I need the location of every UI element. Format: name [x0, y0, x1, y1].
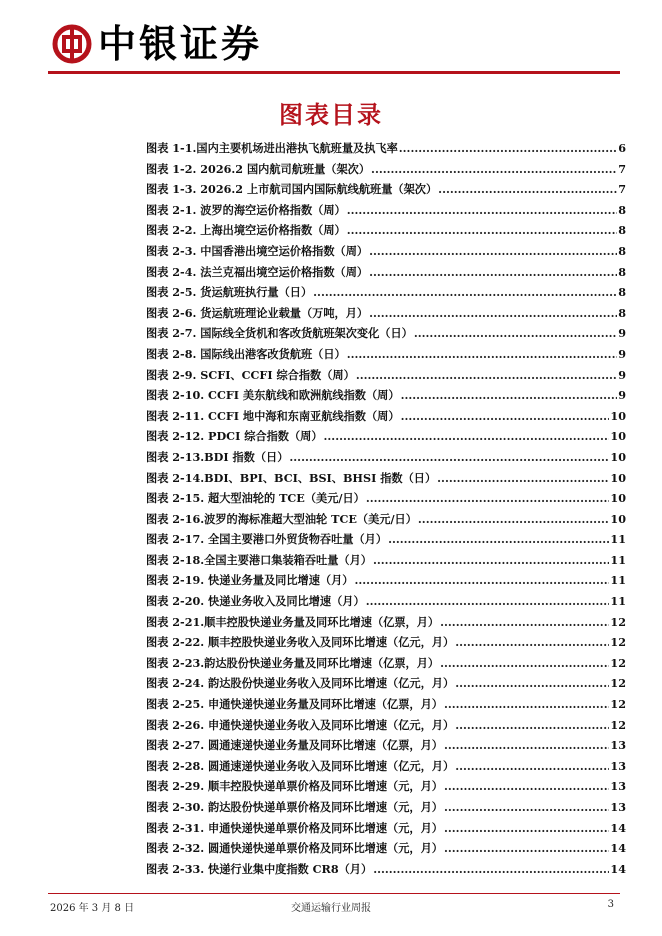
toc-entry-label[interactable]: 图表 2-21.顺丰控股快递业务量及同环比增速（亿票，月）: [146, 614, 440, 629]
toc-entry-page[interactable]: 14: [610, 820, 626, 835]
toc-entry[interactable]: [146, 159, 626, 180]
toc-entry-label[interactable]: 图表 2-22. 顺丰控股快递业务收入及同环比增速（亿元，月）: [146, 635, 455, 650]
toc-leader-dots: [418, 509, 610, 530]
toc-entry-label[interactable]: 图表 2-11. CCFI 地中海和东南亚航线指数（周）: [146, 408, 400, 423]
toc-entry-page[interactable]: 11: [610, 552, 626, 567]
toc-entry-page[interactable]: 9: [618, 346, 626, 361]
toc-entry-page[interactable]: 10: [610, 449, 626, 464]
toc-leader-dots: [440, 653, 609, 674]
toc-entry-label[interactable]: 图表 2-9. SCFI、CCFI 综合指数（周）: [146, 367, 355, 382]
toc-leader-dots: [444, 694, 609, 715]
toc-entry-label[interactable]: 图表 2-24. 韵达股份快递业务收入及同环比增速（亿元，月）: [146, 676, 455, 691]
toc-entry-page[interactable]: 8: [618, 305, 626, 320]
toc-entry-page[interactable]: 12: [610, 676, 626, 691]
toc-entry[interactable]: [146, 138, 626, 159]
toc-entry-page[interactable]: 13: [610, 779, 626, 794]
toc-entry[interactable]: [146, 303, 626, 324]
toc-entry[interactable]: [146, 509, 626, 530]
toc-entry-page[interactable]: 6: [618, 141, 626, 155]
toc-leader-dots: [347, 220, 617, 241]
toc-entry-label[interactable]: 图表 2-6. 货运航班理论业载量（万吨，月）: [146, 305, 369, 320]
toc-entry-page[interactable]: 8: [618, 202, 626, 217]
toc-entry[interactable]: [146, 406, 626, 427]
toc-leader-dots: [369, 303, 617, 324]
toc-entry-page[interactable]: 10: [610, 470, 626, 485]
toc-entry[interactable]: [146, 447, 626, 468]
toc-leader-dots: [373, 859, 609, 880]
toc-entry-label[interactable]: 图表 2-4. 法兰克福出境空运价格指数（周）: [146, 264, 369, 279]
toc-entry-label[interactable]: 图表 2-20. 快递业务收入及同比增速（月）: [146, 594, 365, 609]
page-header: [48, 18, 618, 70]
toc-leader-dots: [444, 797, 609, 818]
toc-entry[interactable]: [146, 550, 626, 571]
toc-entry[interactable]: [146, 715, 626, 736]
toc-leader-dots: [371, 159, 617, 180]
toc-entry[interactable]: [146, 797, 626, 818]
toc-entry[interactable]: [146, 694, 626, 715]
toc-leader-dots: [324, 426, 610, 447]
toc-entry[interactable]: [146, 612, 626, 633]
toc-entry-label[interactable]: 图表 2-3. 中国香港出境空运价格指数（周）: [146, 243, 369, 258]
toc-entry[interactable]: [146, 529, 626, 550]
toc-entry[interactable]: [146, 220, 626, 241]
toc-entry-label[interactable]: 图表 2-18.全国主要港口集装箱吞吐量（月）: [146, 552, 372, 567]
toc-leader-dots: [399, 138, 617, 159]
footer-page-number: 3: [607, 899, 614, 910]
toc-entry-page[interactable]: 12: [610, 635, 626, 650]
footer-divider: [48, 893, 620, 894]
toc-entry[interactable]: [146, 818, 626, 839]
toc-entry-label[interactable]: 图表 2-10. CCFI 美东航线和欧洲航线指数（周）: [146, 388, 400, 403]
toc-entry-page[interactable]: 8: [618, 264, 626, 279]
toc-leader-dots: [455, 673, 609, 694]
toc-entry[interactable]: [146, 241, 626, 262]
bank-of-china-logo-icon: [52, 24, 92, 64]
toc-entry[interactable]: [146, 426, 626, 447]
toc-entry-label[interactable]: 图表 2-31. 申通快递快递单票价格及同环比增速（元，月）: [146, 820, 443, 835]
toc-entry[interactable]: [146, 344, 626, 365]
toc-entry[interactable]: [146, 179, 626, 200]
toc-leader-dots: [438, 179, 617, 200]
toc-leader-dots: [347, 344, 617, 365]
toc-leader-dots: [373, 550, 609, 571]
toc-leader-dots: [313, 282, 617, 303]
toc-entry-page[interactable]: 11: [610, 573, 626, 588]
toc-leader-dots: [369, 241, 617, 262]
toc-entry-page[interactable]: 9: [618, 388, 626, 403]
toc-leader-dots: [437, 468, 609, 489]
toc-entry-label[interactable]: 图表 2-19. 快递业务量及同比增速（月）: [146, 573, 354, 588]
toc-leader-dots: [401, 406, 610, 427]
toc-entry-page[interactable]: 8: [618, 285, 626, 300]
toc-entry-label[interactable]: 图表 2-5. 货运航班执行量（日）: [146, 285, 313, 300]
toc-entry[interactable]: [146, 632, 626, 653]
toc-entry-label[interactable]: 图表 2-1. 波罗的海空运价格指数（周）: [146, 202, 346, 217]
toc-entry[interactable]: [146, 323, 626, 344]
toc-leader-dots: [455, 632, 609, 653]
toc-entry-label[interactable]: 图表 1-2. 2026.2 国内航司航班量（架次）: [146, 161, 371, 176]
toc-leader-dots: [444, 818, 609, 839]
toc-leader-dots: [444, 776, 609, 797]
toc-entry[interactable]: [146, 756, 626, 777]
toc-entry-label[interactable]: 图表 2-12. PDCI 综合指数（周）: [146, 429, 323, 444]
toc-entry[interactable]: [146, 488, 626, 509]
toc-entry-label[interactable]: 图表 2-7. 国际线全货机和客改货航班架次变化（日）: [146, 326, 413, 341]
toc-entry-page[interactable]: 10: [610, 408, 626, 423]
toc-entry-page[interactable]: 13: [610, 738, 626, 753]
toc-entry-label[interactable]: 图表 2-2. 上海出境空运价格指数（周）: [146, 223, 346, 238]
page-title: 图表目录: [279, 100, 383, 129]
toc-entry-page[interactable]: 12: [610, 614, 626, 629]
toc-entry-label[interactable]: 图表 2-17. 全国主要港口外贸货物吞吐量（月）: [146, 532, 388, 547]
toc-entry-page[interactable]: 12: [610, 697, 626, 712]
toc-entry[interactable]: [146, 859, 626, 880]
toc-entry-label[interactable]: 图表 2-28. 圆通速递快递业务收入及同环比增速（亿元，月）: [146, 758, 455, 773]
toc-entry[interactable]: [146, 673, 626, 694]
toc-entry-page[interactable]: 11: [610, 532, 626, 547]
toc-entry-page[interactable]: 13: [610, 758, 626, 773]
toc-leader-dots: [444, 838, 609, 859]
toc-entry[interactable]: [146, 385, 626, 406]
toc-entry-label[interactable]: 图表 2-13.BDI 指数（日）: [146, 449, 289, 464]
toc-entry[interactable]: [146, 776, 626, 797]
toc-entry-page[interactable]: 8: [618, 223, 626, 238]
toc-entry-page[interactable]: 10: [610, 429, 626, 444]
footer-date: 2026 年 3 月 8 日: [50, 903, 135, 914]
toc-leader-dots: [444, 735, 609, 756]
toc-leader-dots: [401, 385, 618, 406]
toc-entry-page[interactable]: 14: [610, 841, 626, 856]
toc-entry-label[interactable]: 图表 2-27. 圆通速递快递业务量及同环比增速（亿票，月）: [146, 738, 443, 753]
toc-entry-label[interactable]: 图表 2-32. 圆通快递快递单票价格及同环比增速（元，月）: [146, 841, 443, 856]
toc-entry-page[interactable]: 10: [610, 491, 626, 506]
toc-entry[interactable]: [146, 570, 626, 591]
toc-entry-label[interactable]: 图表 2-30. 韵达股份快递单票价格及同环比增速（元，月）: [146, 800, 443, 814]
toc-entry[interactable]: [146, 282, 626, 303]
toc-entry-label[interactable]: 图表 2-23.韵达股份快递业务量及同环比增速（亿票，月）: [146, 655, 440, 670]
toc-leader-dots: [355, 570, 610, 591]
toc-entry-label[interactable]: 图表 2-29. 顺丰控股快递单票价格及同环比增速（元，月）: [146, 779, 443, 794]
toc-entry-page[interactable]: 11: [610, 594, 626, 609]
toc-leader-dots: [347, 200, 617, 221]
toc-leader-dots: [440, 612, 609, 633]
toc-leader-dots: [414, 323, 617, 344]
toc-entry-page[interactable]: 7: [618, 161, 626, 176]
toc-entry-page[interactable]: 12: [610, 655, 626, 670]
toc-leader-dots: [455, 756, 609, 777]
table-of-figures: [146, 138, 626, 879]
toc-entry[interactable]: [146, 838, 626, 859]
toc-entry-label[interactable]: 图表 1-3. 2026.2 上市航司国内国际航线航班量（架次）: [146, 182, 438, 197]
toc-leader-dots: [366, 591, 610, 612]
toc-entry-label[interactable]: 图表 2-25. 申通快递快递业务量及同环比增速（亿票，月）: [146, 697, 443, 712]
toc-entry-page[interactable]: 9: [618, 326, 626, 341]
toc-entry[interactable]: [146, 200, 626, 221]
toc-entry[interactable]: [146, 653, 626, 674]
footer-report-name: 交通运输行业周报: [291, 903, 371, 914]
toc-entry-label[interactable]: 图表 2-26. 申通快递快递业务收入及同环比增速（亿元，月）: [146, 717, 455, 732]
toc-entry[interactable]: [146, 365, 626, 386]
brand-name: 中银证券: [98, 21, 263, 66]
toc-entry[interactable]: [146, 468, 626, 489]
toc-leader-dots: [388, 529, 609, 550]
toc-leader-dots: [455, 715, 609, 736]
toc-entry-label[interactable]: 图表 1-1.国内主要机场进出港执飞航班量及执飞率: [146, 141, 398, 155]
toc-entry-page[interactable]: 8: [618, 243, 626, 258]
header-divider: [48, 71, 620, 74]
toc-entry[interactable]: [146, 735, 626, 756]
toc-leader-dots: [289, 447, 609, 468]
toc-leader-dots: [366, 488, 610, 509]
toc-entry-page[interactable]: 12: [610, 717, 626, 732]
toc-entry-label[interactable]: 图表 2-16.波罗的海标准超大型油轮 TCE（美元/日）: [146, 511, 417, 526]
toc-entry-page[interactable]: 10: [610, 511, 626, 526]
toc-entry-page[interactable]: 14: [610, 861, 626, 876]
toc-entry-page[interactable]: 13: [610, 800, 626, 814]
toc-entry-label[interactable]: 图表 2-15. 超大型油轮的 TCE（美元/日）: [146, 491, 365, 506]
toc-leader-dots: [369, 262, 617, 283]
toc-entry[interactable]: [146, 591, 626, 612]
toc-entry-page[interactable]: 7: [618, 182, 626, 197]
toc-leader-dots: [356, 365, 617, 386]
toc-entry[interactable]: [146, 262, 626, 283]
toc-entry-label[interactable]: 图表 2-8. 国际线出港客改货航班（日）: [146, 346, 346, 361]
toc-entry-page[interactable]: 9: [618, 367, 626, 382]
toc-entry-label[interactable]: 图表 2-14.BDI、BPI、BCI、BSI、BHSI 指数（日）: [146, 470, 437, 485]
toc-entry-label[interactable]: 图表 2-33. 快递行业集中度指数 CR8（月）: [146, 861, 373, 876]
